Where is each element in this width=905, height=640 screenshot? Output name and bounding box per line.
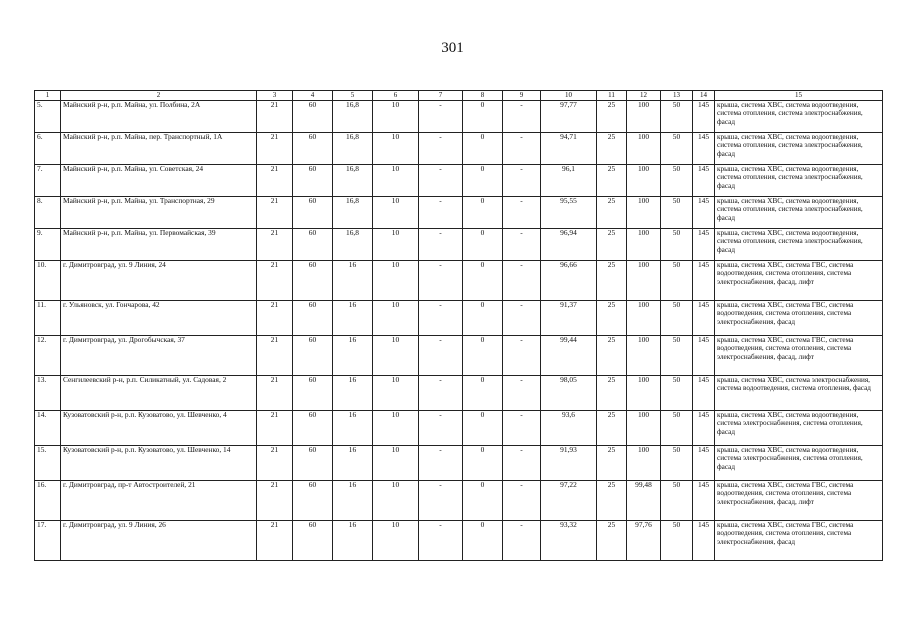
- address-cell: Кузоватовский р-н, р.п. Кузоватово, ул. Шевченко, 4: [61, 411, 257, 446]
- value-cell: 98,05: [541, 376, 597, 411]
- value-cell: 91,37: [541, 301, 597, 336]
- value-cell: 25: [597, 133, 627, 165]
- value-cell: 50: [661, 376, 693, 411]
- value-cell: -: [503, 261, 541, 301]
- value-cell: 100: [627, 376, 661, 411]
- value-cell: 21: [257, 133, 293, 165]
- value-cell: 100: [627, 133, 661, 165]
- works-cell: крыша, система ХВС, система водоотведения, система электроснабжения, система отопления, фасад: [715, 446, 883, 481]
- value-cell: 60: [293, 446, 333, 481]
- address-cell: Майнский р-н, р.п. Майна, ул. Первомайская, 39: [61, 229, 257, 261]
- row-number: 9.: [35, 229, 61, 261]
- value-cell: 91,93: [541, 446, 597, 481]
- row-number: 5.: [35, 101, 61, 133]
- row-number: 12.: [35, 336, 61, 376]
- value-cell: 21: [257, 481, 293, 521]
- row-number: 16.: [35, 481, 61, 521]
- value-cell: 0: [463, 336, 503, 376]
- value-cell: 25: [597, 165, 627, 197]
- value-cell: 145: [693, 376, 715, 411]
- column-header: 1: [35, 91, 61, 101]
- table-row: [35, 301, 883, 336]
- value-cell: 50: [661, 301, 693, 336]
- value-cell: 21: [257, 101, 293, 133]
- table-row: [35, 229, 883, 261]
- value-cell: 21: [257, 301, 293, 336]
- value-cell: 25: [597, 301, 627, 336]
- address-cell: г. Димитровград, пр-т Автостроителей, 21: [61, 481, 257, 521]
- value-cell: 60: [293, 376, 333, 411]
- row-number: 7.: [35, 165, 61, 197]
- value-cell: 50: [661, 336, 693, 376]
- value-cell: 25: [597, 197, 627, 229]
- value-cell: 95,55: [541, 197, 597, 229]
- value-cell: 50: [661, 261, 693, 301]
- value-cell: 16: [333, 261, 373, 301]
- column-header: 5: [333, 91, 373, 101]
- row-number: 13.: [35, 376, 61, 411]
- value-cell: 93,32: [541, 521, 597, 561]
- table-row: [35, 197, 883, 229]
- address-cell: г. Димитровград, ул. 9 Линия, 24: [61, 261, 257, 301]
- column-header: 13: [661, 91, 693, 101]
- value-cell: 0: [463, 411, 503, 446]
- value-cell: 50: [661, 133, 693, 165]
- value-cell: 50: [661, 197, 693, 229]
- value-cell: 100: [627, 101, 661, 133]
- value-cell: 0: [463, 261, 503, 301]
- column-header: 4: [293, 91, 333, 101]
- value-cell: 0: [463, 446, 503, 481]
- value-cell: 96,94: [541, 229, 597, 261]
- value-cell: 145: [693, 229, 715, 261]
- value-cell: 0: [463, 133, 503, 165]
- value-cell: 145: [693, 261, 715, 301]
- value-cell: 50: [661, 229, 693, 261]
- value-cell: 25: [597, 411, 627, 446]
- value-cell: 25: [597, 446, 627, 481]
- register-sheet: [34, 90, 882, 561]
- table-row: [35, 261, 883, 301]
- column-header: 3: [257, 91, 293, 101]
- value-cell: -: [419, 336, 463, 376]
- value-cell: 145: [693, 481, 715, 521]
- value-cell: 100: [627, 261, 661, 301]
- value-cell: 10: [373, 446, 419, 481]
- value-cell: 16: [333, 336, 373, 376]
- value-cell: 60: [293, 133, 333, 165]
- value-cell: 100: [627, 229, 661, 261]
- value-cell: 50: [661, 101, 693, 133]
- table-row: [35, 376, 883, 411]
- works-cell: крыша, система ХВС, система водоотведения, система отопления, система электроснабжения, фасад: [715, 197, 883, 229]
- works-cell: крыша, система ХВС, система ГВС, система водоотведения, система отопления, система электроснабжения, фасад, лифт: [715, 481, 883, 521]
- value-cell: 60: [293, 261, 333, 301]
- row-number: 11.: [35, 301, 61, 336]
- value-cell: 16: [333, 301, 373, 336]
- value-cell: 60: [293, 229, 333, 261]
- address-cell: Майнский р-н, р.п. Майна, пер. Транспортный, 1А: [61, 133, 257, 165]
- header-row: [35, 91, 883, 101]
- works-cell: крыша, система ХВС, система ГВС, система водоотведения, система отопления, система электроснабжения, фасад, лифт: [715, 261, 883, 301]
- value-cell: 10: [373, 336, 419, 376]
- value-cell: -: [419, 481, 463, 521]
- table-row: [35, 521, 883, 561]
- value-cell: -: [419, 446, 463, 481]
- row-number: 8.: [35, 197, 61, 229]
- value-cell: -: [503, 376, 541, 411]
- value-cell: 21: [257, 446, 293, 481]
- value-cell: 16,8: [333, 229, 373, 261]
- value-cell: 99,48: [627, 481, 661, 521]
- column-header: 8: [463, 91, 503, 101]
- column-header: 12: [627, 91, 661, 101]
- value-cell: 94,71: [541, 133, 597, 165]
- value-cell: 25: [597, 261, 627, 301]
- value-cell: 100: [627, 165, 661, 197]
- value-cell: 0: [463, 521, 503, 561]
- value-cell: 10: [373, 481, 419, 521]
- value-cell: 100: [627, 336, 661, 376]
- value-cell: -: [503, 481, 541, 521]
- value-cell: -: [419, 229, 463, 261]
- value-cell: 21: [257, 229, 293, 261]
- value-cell: 145: [693, 411, 715, 446]
- value-cell: 50: [661, 521, 693, 561]
- column-header: 6: [373, 91, 419, 101]
- table-body: [35, 91, 883, 561]
- address-cell: Сенгилеевский р-н, р.п. Силикатный, ул. Садовая, 2: [61, 376, 257, 411]
- value-cell: -: [419, 411, 463, 446]
- value-cell: -: [419, 197, 463, 229]
- value-cell: 60: [293, 165, 333, 197]
- value-cell: 25: [597, 229, 627, 261]
- value-cell: 10: [373, 101, 419, 133]
- table-row: [35, 133, 883, 165]
- table-row: [35, 101, 883, 133]
- works-cell: крыша, система ХВС, система ГВС, система водоотведения, система отопления, система электроснабжения, фасад: [715, 521, 883, 561]
- value-cell: 10: [373, 165, 419, 197]
- value-cell: 60: [293, 197, 333, 229]
- value-cell: -: [503, 133, 541, 165]
- value-cell: 16: [333, 411, 373, 446]
- row-number: 14.: [35, 411, 61, 446]
- table-row: [35, 446, 883, 481]
- value-cell: 0: [463, 301, 503, 336]
- value-cell: 16: [333, 481, 373, 521]
- value-cell: 100: [627, 197, 661, 229]
- value-cell: -: [419, 101, 463, 133]
- address-cell: г. Ульяновск, ул. Гончарова, 42: [61, 301, 257, 336]
- works-cell: крыша, система ХВС, система водоотведения, система отопления, система электроснабжения, фасад: [715, 133, 883, 165]
- column-header: 2: [61, 91, 257, 101]
- value-cell: 16: [333, 376, 373, 411]
- value-cell: -: [419, 261, 463, 301]
- value-cell: 97,76: [627, 521, 661, 561]
- value-cell: 97,77: [541, 101, 597, 133]
- value-cell: 25: [597, 376, 627, 411]
- row-number: 10.: [35, 261, 61, 301]
- value-cell: 145: [693, 301, 715, 336]
- value-cell: 16: [333, 446, 373, 481]
- value-cell: -: [503, 229, 541, 261]
- value-cell: 10: [373, 229, 419, 261]
- works-cell: крыша, система ХВС, система ГВС, система водоотведения, система отопления, система электроснабжения, фасад, лифт: [715, 336, 883, 376]
- value-cell: 50: [661, 411, 693, 446]
- value-cell: 25: [597, 481, 627, 521]
- value-cell: 145: [693, 101, 715, 133]
- value-cell: 60: [293, 521, 333, 561]
- value-cell: 21: [257, 165, 293, 197]
- column-header: 9: [503, 91, 541, 101]
- value-cell: 10: [373, 133, 419, 165]
- value-cell: 25: [597, 336, 627, 376]
- value-cell: 21: [257, 261, 293, 301]
- row-number: 17.: [35, 521, 61, 561]
- value-cell: 10: [373, 521, 419, 561]
- works-cell: крыша, система ХВС, система ГВС, система водоотведения, система отопления, система электроснабжения, фасад: [715, 301, 883, 336]
- value-cell: 10: [373, 197, 419, 229]
- value-cell: 96,1: [541, 165, 597, 197]
- value-cell: -: [419, 521, 463, 561]
- value-cell: -: [503, 521, 541, 561]
- value-cell: -: [503, 411, 541, 446]
- column-header: 7: [419, 91, 463, 101]
- table-row: [35, 411, 883, 446]
- value-cell: 0: [463, 229, 503, 261]
- value-cell: 0: [463, 197, 503, 229]
- value-cell: 21: [257, 411, 293, 446]
- works-cell: крыша, система ХВС, система водоотведения, система отопления, система электроснабжения, фасад: [715, 165, 883, 197]
- value-cell: -: [503, 336, 541, 376]
- value-cell: -: [419, 376, 463, 411]
- value-cell: 16: [333, 521, 373, 561]
- column-header: 10: [541, 91, 597, 101]
- value-cell: 50: [661, 481, 693, 521]
- value-cell: 145: [693, 165, 715, 197]
- value-cell: 0: [463, 481, 503, 521]
- address-cell: г. Димитровград, ул. Дрогобычская, 37: [61, 336, 257, 376]
- value-cell: 50: [661, 446, 693, 481]
- value-cell: 60: [293, 481, 333, 521]
- value-cell: 10: [373, 301, 419, 336]
- value-cell: 10: [373, 261, 419, 301]
- value-cell: 145: [693, 336, 715, 376]
- value-cell: 60: [293, 336, 333, 376]
- value-cell: 16,8: [333, 101, 373, 133]
- value-cell: 0: [463, 165, 503, 197]
- value-cell: 99,44: [541, 336, 597, 376]
- value-cell: 50: [661, 165, 693, 197]
- buildings-table: [34, 90, 883, 561]
- value-cell: 100: [627, 446, 661, 481]
- value-cell: 60: [293, 101, 333, 133]
- column-header: 15: [715, 91, 883, 101]
- table-row: [35, 336, 883, 376]
- row-number: 6.: [35, 133, 61, 165]
- page-number: 301: [441, 40, 464, 56]
- value-cell: 96,66: [541, 261, 597, 301]
- value-cell: -: [419, 133, 463, 165]
- value-cell: -: [503, 446, 541, 481]
- address-cell: Майнский р-н, р.п. Майна, ул. Полбина, 2А: [61, 101, 257, 133]
- value-cell: 60: [293, 301, 333, 336]
- value-cell: -: [503, 301, 541, 336]
- address-cell: Майнский р-н, р.п. Майна, ул. Советская, 24: [61, 165, 257, 197]
- value-cell: -: [503, 197, 541, 229]
- column-header: 11: [597, 91, 627, 101]
- value-cell: 97,22: [541, 481, 597, 521]
- column-header: 14: [693, 91, 715, 101]
- address-cell: Майнский р-н, р.п. Майна, ул. Транспортная, 29: [61, 197, 257, 229]
- works-cell: крыша, система ХВС, система водоотведения, система отопления, система электроснабжения, фасад: [715, 229, 883, 261]
- value-cell: 145: [693, 197, 715, 229]
- works-cell: крыша, система ХВС, система водоотведения, система электроснабжения, система отопления, фасад: [715, 411, 883, 446]
- value-cell: 10: [373, 411, 419, 446]
- value-cell: 145: [693, 133, 715, 165]
- value-cell: 16,8: [333, 197, 373, 229]
- value-cell: 100: [627, 301, 661, 336]
- value-cell: 21: [257, 336, 293, 376]
- value-cell: -: [503, 101, 541, 133]
- works-cell: крыша, система ХВС, система водоотведения, система отопления, система электроснабжения, фасад: [715, 101, 883, 133]
- value-cell: -: [419, 301, 463, 336]
- value-cell: -: [503, 165, 541, 197]
- value-cell: 145: [693, 446, 715, 481]
- value-cell: 16,8: [333, 165, 373, 197]
- value-cell: 21: [257, 197, 293, 229]
- value-cell: 25: [597, 521, 627, 561]
- value-cell: 0: [463, 376, 503, 411]
- value-cell: 93,6: [541, 411, 597, 446]
- value-cell: 10: [373, 376, 419, 411]
- value-cell: 60: [293, 411, 333, 446]
- value-cell: 145: [693, 521, 715, 561]
- value-cell: 21: [257, 376, 293, 411]
- row-number: 15.: [35, 446, 61, 481]
- value-cell: 16,8: [333, 133, 373, 165]
- address-cell: г. Димитровград, ул. 9 Линия, 26: [61, 521, 257, 561]
- value-cell: -: [419, 165, 463, 197]
- works-cell: крыша, система ХВС, система электроснабжения, система водоотведения, система отопления, фасад: [715, 376, 883, 411]
- table-row: [35, 481, 883, 521]
- address-cell: Кузоватовский р-н, р.п. Кузоватово, ул. Шевченко, 14: [61, 446, 257, 481]
- table-row: [35, 165, 883, 197]
- value-cell: 100: [627, 411, 661, 446]
- value-cell: 21: [257, 521, 293, 561]
- value-cell: 0: [463, 101, 503, 133]
- value-cell: 25: [597, 101, 627, 133]
